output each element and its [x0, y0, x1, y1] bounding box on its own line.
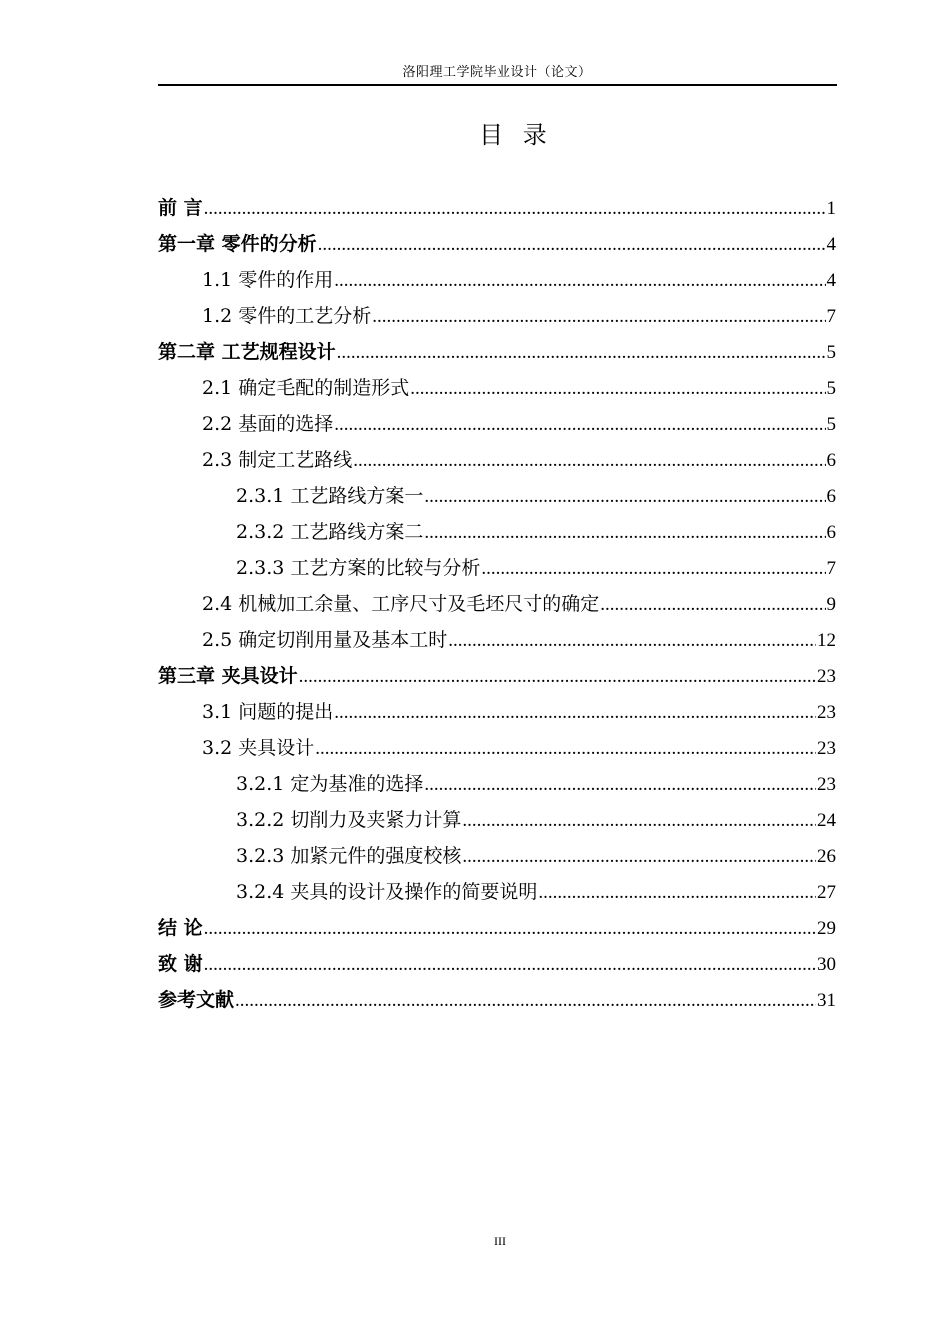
toc-entry-page: 31: [817, 990, 836, 1011]
toc-entry[interactable]: [158, 226, 836, 262]
toc-entry-label: 第一章 零件的分析: [158, 233, 317, 255]
toc-leader-dots: [315, 731, 816, 767]
toc-leader-dots: [299, 659, 816, 695]
toc-leader-dots: [337, 335, 826, 371]
toc-entry-label: 1.1 零件的作用: [202, 269, 334, 291]
toc-entry[interactable]: [158, 406, 836, 442]
toc-entry[interactable]: [158, 262, 836, 298]
running-header: 洛阳理工学院毕业设计（论文）: [402, 65, 592, 80]
toc-entry-label: 参考文献: [158, 989, 235, 1011]
toc-entry-page: 12: [817, 630, 836, 651]
toc-leader-dots: [462, 839, 816, 875]
toc-entry-label: 3.2.2 切削力及夹紧力计算: [236, 809, 462, 831]
toc-entry[interactable]: [158, 586, 836, 622]
toc-entry-label: 致 谢: [158, 953, 203, 975]
toc-entry[interactable]: [158, 550, 836, 586]
toc-entry[interactable]: [158, 838, 836, 874]
toc-entry-page: 5: [826, 378, 836, 399]
toc-leader-dots: [448, 623, 816, 659]
toc-entry-label: 1.2 零件的工艺分析: [202, 305, 372, 327]
toc-title: 目 录: [479, 121, 547, 149]
toc-entry[interactable]: [158, 442, 836, 478]
toc-entry-label: 结 论: [158, 917, 203, 939]
toc-entry-label: 2.3 制定工艺路线: [202, 449, 353, 471]
toc-entry[interactable]: [158, 766, 836, 802]
toc-leader-dots: [334, 263, 825, 299]
toc-entry-page: 4: [826, 234, 836, 255]
toc-leader-dots: [204, 911, 816, 947]
toc-entry-page: 7: [826, 306, 836, 327]
toc-entry-page: 29: [817, 918, 836, 939]
toc-entry[interactable]: [158, 874, 836, 910]
toc-leader-dots: [462, 803, 816, 839]
toc-leader-dots: [410, 371, 825, 407]
toc-entry[interactable]: [158, 334, 836, 370]
toc-entry-page: 6: [826, 486, 836, 507]
toc-entry-page: 30: [817, 954, 836, 975]
toc-entry-page: 6: [826, 450, 836, 471]
toc-entry[interactable]: [158, 730, 836, 766]
toc-leader-dots: [481, 551, 825, 587]
toc-entry[interactable]: [158, 478, 836, 514]
toc-entry[interactable]: [158, 982, 836, 1018]
toc-leader-dots: [334, 407, 825, 443]
header-rule: [158, 84, 837, 86]
toc-entry-label: 2.3.2 工艺路线方案二: [236, 521, 424, 543]
toc-leader-dots: [334, 695, 816, 731]
toc-entry-label: 3.2.4 夹具的设计及操作的简要说明: [236, 881, 538, 903]
toc-leader-dots: [600, 587, 825, 623]
toc-entry-page: 23: [817, 774, 836, 795]
toc-entry[interactable]: [158, 622, 836, 658]
toc-entry-page: 26: [817, 846, 836, 867]
page-number: III: [494, 1234, 506, 1248]
toc-entry[interactable]: [158, 802, 836, 838]
toc-entry[interactable]: [158, 370, 836, 406]
toc-entry[interactable]: [158, 298, 836, 334]
toc-entry-label: 前 言: [158, 197, 203, 219]
toc-entry-page: 1: [826, 198, 836, 219]
toc-leader-dots: [424, 767, 816, 803]
toc-leader-dots: [204, 191, 826, 227]
toc-entry-label: 3.2 夹具设计: [202, 737, 315, 759]
toc-entry-page: 5: [826, 414, 836, 435]
toc-entry-page: 24: [817, 810, 836, 831]
toc-entry-label: 第三章 夹具设计: [158, 665, 298, 687]
toc-entry-page: 6: [826, 522, 836, 543]
toc-entry-page: 5: [826, 342, 836, 363]
toc-leader-dots: [318, 227, 826, 263]
toc-entry[interactable]: [158, 694, 836, 730]
toc-entry-page: 4: [826, 270, 836, 291]
toc-leader-dots: [424, 515, 825, 551]
toc-entry-page: 23: [817, 666, 836, 687]
toc-entry-page: 23: [817, 738, 836, 759]
toc-leader-dots: [353, 443, 825, 479]
toc-entry[interactable]: [158, 514, 836, 550]
toc-entry-label: 2.3.1 工艺路线方案一: [236, 485, 424, 507]
toc-leader-dots: [424, 479, 825, 515]
toc-entry-label: 2.4 机械加工余量、工序尺寸及毛坯尺寸的确定: [202, 593, 600, 615]
toc-entry[interactable]: [158, 946, 836, 982]
toc-entry-label: 3.2.1 定为基准的选择: [236, 773, 424, 795]
toc-entry-label: 第二章 工艺规程设计: [158, 341, 336, 363]
toc-entry[interactable]: [158, 658, 836, 694]
toc-entry-page: 23: [817, 702, 836, 723]
table-of-contents: [158, 190, 836, 1018]
toc-leader-dots: [372, 299, 825, 335]
toc-entry-page: 9: [826, 594, 836, 615]
toc-entry-label: 3.2.3 加紧元件的强度校核: [236, 845, 462, 867]
toc-entry[interactable]: [158, 190, 836, 226]
toc-entry-page: 7: [826, 558, 836, 579]
toc-entry-label: 3.1 问题的提出: [202, 701, 334, 723]
toc-leader-dots: [538, 875, 816, 911]
toc-entry-label: 2.2 基面的选择: [202, 413, 334, 435]
toc-entry-page: 27: [817, 882, 836, 903]
toc-entry-label: 2.3.3 工艺方案的比较与分析: [236, 557, 481, 579]
toc-leader-dots: [235, 983, 816, 1019]
toc-leader-dots: [204, 947, 816, 983]
toc-entry-label: 2.1 确定毛配的制造形式: [202, 377, 410, 399]
toc-entry[interactable]: [158, 910, 836, 946]
toc-entry-label: 2.5 确定切削用量及基本工时: [202, 629, 448, 651]
